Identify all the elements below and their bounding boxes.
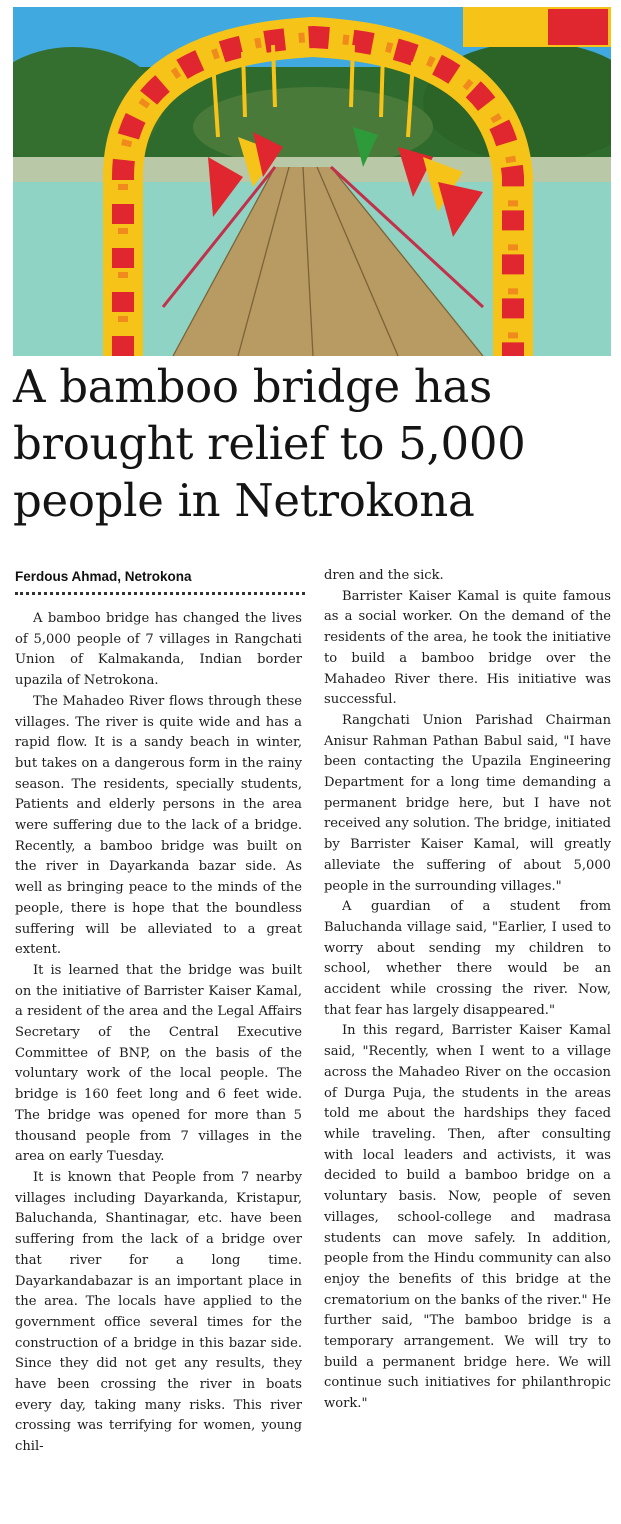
article-paragraph: Rangchati Union Parishad Chairman Anisur Rahman Pathan Babul said, "I have been contacting the Upazila Engineering Department for a long time demanding a permanent bridge here, but I have not received any solution. The bridge, initiated by Barrister Kaiser Kamal, will greatly alleviate the suffering of about 5,000 people in the surrounding villages." xyxy=(324,712,611,894)
article-column-right xyxy=(324,566,611,1415)
article-paragraph-continued: dren and the sick. xyxy=(324,568,444,583)
article-paragraph: It is known that People from 7 nearby villages including Dayarkanda, Kristapur, Baluchanda, Shantinagar, etc. have been suffering from the lack of a bridge over that river for a long time. Dayarkandabazar is an important place in the area. The locals have applied to the government office several times for the construction of a bridge in this bazar side. Since they did not get any results, they have been crossing the river in boats every day, taking many risks. This river crossing was terrifying for women, young chil- xyxy=(15,1169,302,1455)
article-paragraph: Barrister Kaiser Kamal is quite famous as a social worker. On the demand of the residents of the area, he took the initiative to build a bamboo bridge over the Mahadeo River there. His initiative was successful. xyxy=(324,588,611,708)
article-paragraph: A guardian of a student from Baluchanda village said, "Earlier, I used to worry about sending my children to school, whether there would be an accident while crossing the river. Now, that fear has largely disappeared." xyxy=(324,899,611,1018)
article-paragraph: In this regard, Barrister Kaiser Kamal said, "Recently, when I went to a village across the Mahadeo River on the occasion of Durga Puja, the students in the areas told me about the hardships they faced while traveling. Then, after consulting with local leaders and activists, it was decided to build a bamboo bridge on a voluntary basis. Now, people of seven villages, school-college and madrasa students can move safely. In addition, people from the Hindu community can also enjoy the benefits of this bridge at the crematorium on the banks of the river." He further said, "The bamboo bridge is a temporary arrangement. We will try to build a permanent bridge here. We will continue such initiatives for philanthropic work." xyxy=(324,1023,611,1412)
article-column-left xyxy=(15,609,302,1458)
byline-divider xyxy=(15,592,305,595)
headline: A bamboo bridge has brought relief to 5,000 people in Netrokona xyxy=(13,360,526,527)
article-paragraph: A bamboo bridge has changed the lives of 5,000 people of 7 villages in Rangchati Union of Kalmakanda, Indian border upazila of Netrokona. xyxy=(15,611,302,689)
article-paragraph: It is learned that the bridge was built on the initiative of Barrister Kaiser Kamal, a resident of the area and the Legal Affairs Secretary of the Central Executive Committee of BNP, on the basis of the voluntary work of the local people. The bridge is 160 feet long and 6 feet wide. The bridge was opened for more than 5 thousand people from 7 villages in the area on early Tuesday. xyxy=(15,962,302,1165)
byline: Ferdous Ahmad, Netrokona xyxy=(15,569,192,584)
article-photo xyxy=(13,7,611,356)
article-paragraph: The Mahadeo River flows through these villages. The river is quite wide and has a rapid flow. It is a sandy beach in winter, but takes on a dangerous form in the rainy season. The residents, specially students, Patients and elderly persons in the area were suffering due to the lack of a bridge. Recently, a bamboo bridge was built on the river in Dayarkanda bazar side. As well as bringing peace to the minds of the people, there is hope that the boundless suffering will be alleviated to a great extent. xyxy=(15,693,302,958)
